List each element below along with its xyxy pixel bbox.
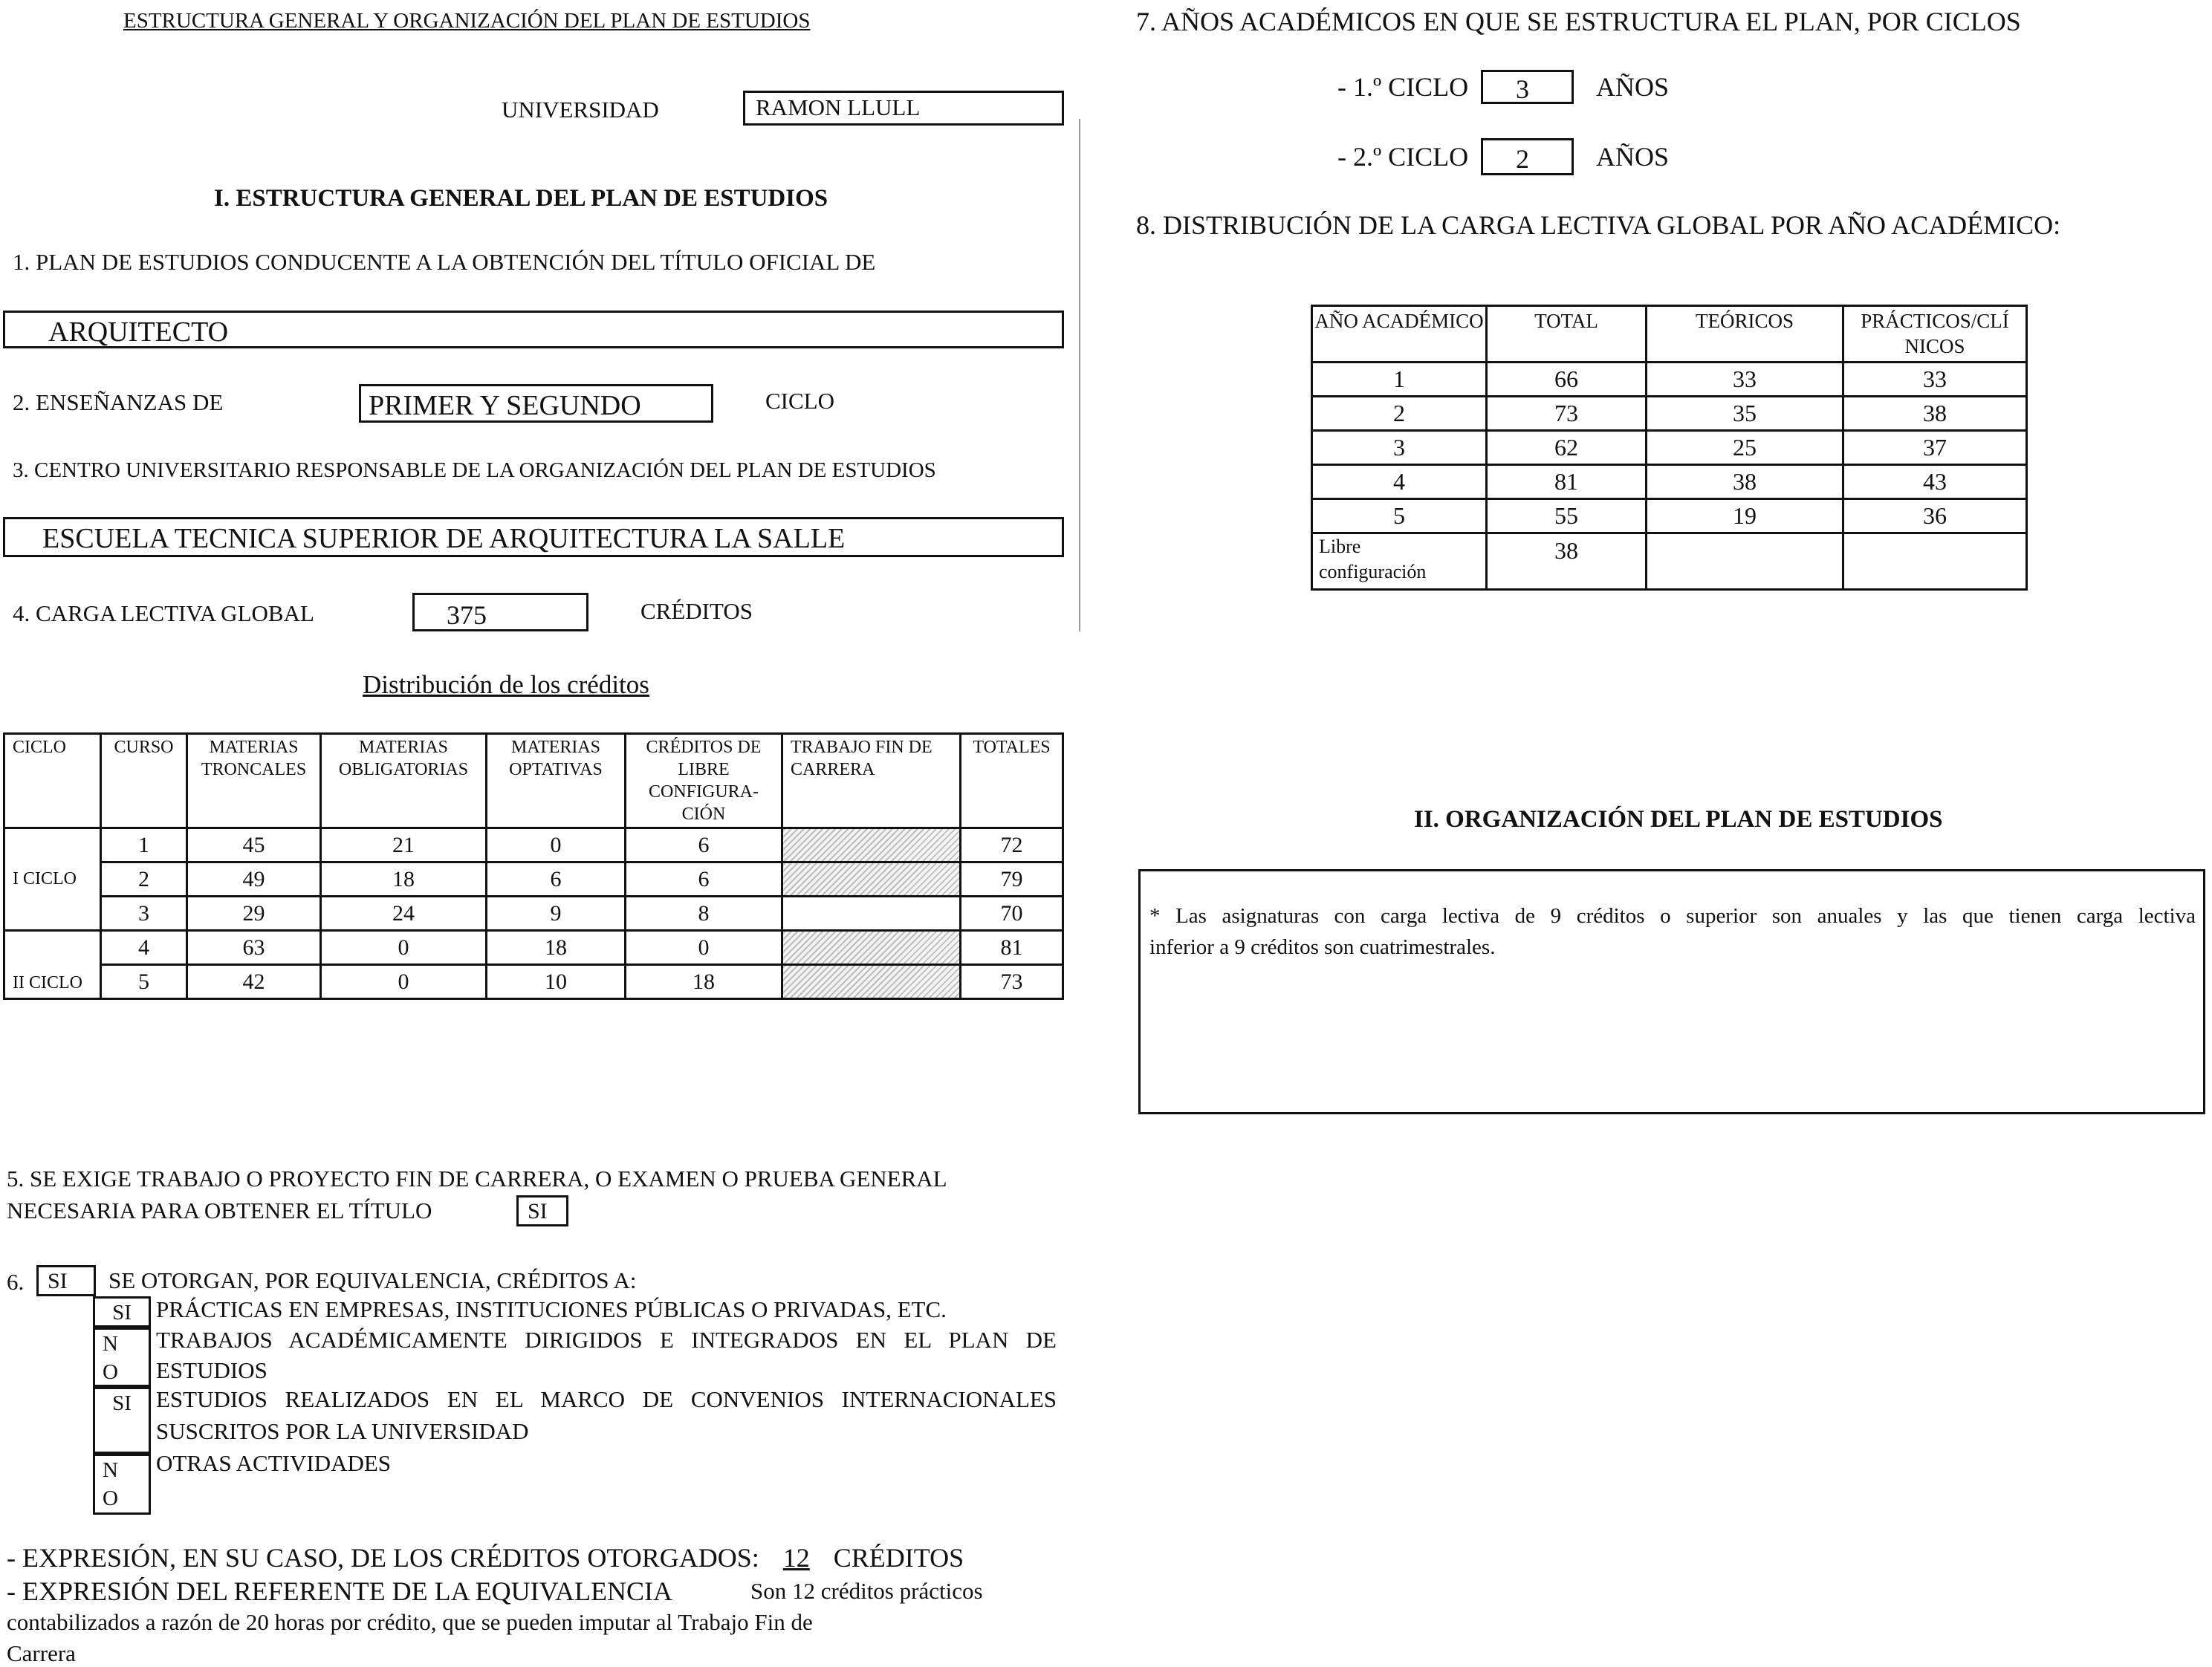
item5-field <box>516 1195 568 1226</box>
university-field <box>743 91 1064 126</box>
total-cell: 66 <box>1487 363 1647 397</box>
option-mark-line: O <box>103 1486 118 1510</box>
item1-label: 1. PLAN DE ESTUDIOS CONDUCENTE A LA OBTENCIÓN DEL TÍTULO OFICIAL DE <box>13 249 876 275</box>
obligatorias-cell: 0 <box>321 965 487 999</box>
troncales-cell: 29 <box>187 897 321 931</box>
libre-label-line: configuración <box>1319 561 1427 582</box>
item2-suffix: CICLO <box>765 388 834 414</box>
item6-value: SI <box>48 1269 68 1293</box>
option-text: ESTUDIOS REALIZADOS EN EL MARCO DE CONVENIOS INTERNACIONALES <box>156 1386 1057 1412</box>
troncales-cell: 49 <box>187 862 321 897</box>
troncales-cell: 63 <box>187 931 321 965</box>
table-row <box>4 862 1063 897</box>
optativas-cell: 6 <box>487 862 626 897</box>
item2-label: 2. ENSEÑANZAS DE <box>13 389 224 415</box>
cycle2-label: - 2.º CICLO <box>1337 142 1469 172</box>
teoricos-cell: 35 <box>1647 397 1843 431</box>
header-curso: CURSO <box>101 734 187 828</box>
empty-cell <box>782 897 961 931</box>
teoricos-cell: 38 <box>1647 465 1843 499</box>
center-field <box>3 517 1064 557</box>
item5-line2: NECESARIA PARA OBTENER EL TÍTULO <box>7 1198 432 1224</box>
troncales-cell: 42 <box>187 965 321 999</box>
optativas-cell: 18 <box>487 931 626 965</box>
libre-cell: 8 <box>626 897 782 931</box>
optativas-cell: 10 <box>487 965 626 999</box>
practicos-cell: 43 <box>1843 465 2027 499</box>
header-total: TOTAL <box>1487 306 1647 363</box>
header-ciclo: CICLO <box>4 734 101 828</box>
option-mark: SI <box>93 1387 151 1454</box>
practicos-cell: 37 <box>1843 431 2027 465</box>
global-load-value: 375 <box>447 600 487 630</box>
item4-suffix: CRÉDITOS <box>640 598 753 624</box>
global-load-field <box>412 593 588 631</box>
header-libre: CRÉDITOS DE LIBRE CONFIGURA- CIÓN <box>626 734 782 828</box>
table-row <box>4 931 1063 965</box>
item6-field <box>36 1265 96 1296</box>
column-divider <box>1079 119 1080 631</box>
year-table <box>1311 305 2028 591</box>
hatched-cell <box>782 965 961 999</box>
teoricos-cell: 19 <box>1647 499 1843 533</box>
header-year: AÑO ACADÉMICO <box>1312 306 1487 363</box>
total-cell: 73 <box>1487 397 1647 431</box>
obligatorias-cell: 21 <box>321 828 487 862</box>
optativas-cell: 0 <box>487 828 626 862</box>
cycle2-value: 2 <box>1516 144 1529 174</box>
obligatorias-cell: 0 <box>321 931 487 965</box>
section1-title: I. ESTRUCTURA GENERAL DEL PLAN DE ESTUDIOS <box>214 185 828 212</box>
option-mark-line: N <box>103 1458 118 1482</box>
practicos-cell: 33 <box>1843 363 2027 397</box>
header-practicos: PRÁCTICOS/CLÍ NICOS <box>1843 306 2027 363</box>
degree-value: ARQUITECTO <box>48 316 229 348</box>
table-row <box>4 897 1063 931</box>
year-header-row <box>1312 306 2027 363</box>
total-cell: 81 <box>1487 465 1647 499</box>
table-row <box>1312 363 2027 397</box>
obligatorias-cell: 24 <box>321 897 487 931</box>
item3-label: 3. CENTRO UNIVERSITARIO RESPONSABLE DE LA ORGANIZACIÓN DEL PLAN DE ESTUDIOS <box>13 458 936 482</box>
libre-cell: 6 <box>626 828 782 862</box>
expr1-line <box>7 1542 964 1573</box>
center-value: ESCUELA TECNICA SUPERIOR DE ARQUITECTURA LA SALLE <box>42 523 846 554</box>
university-label: UNIVERSIDAD <box>502 97 659 123</box>
table-row <box>4 965 1063 999</box>
libre-label-line: Libre <box>1319 536 1361 557</box>
curso-cell: 1 <box>101 828 187 862</box>
hatched-cell <box>782 862 961 897</box>
credits-table <box>3 732 1064 1000</box>
teoricos-cell: 33 <box>1647 363 1843 397</box>
expr1-suffix: CRÉDITOS <box>833 1543 964 1573</box>
header-teoricos: TEÓRICOS <box>1647 306 1843 363</box>
total-cell: 38 <box>1487 533 1647 590</box>
practicos-cell: 36 <box>1843 499 2027 533</box>
expr1-value: 12 <box>782 1543 810 1573</box>
curso-cell: 3 <box>101 897 187 931</box>
option-mark-line: N <box>103 1332 118 1356</box>
header-troncales: MATERIAS TRONCALES <box>187 734 321 828</box>
option-text: ESTUDIOS <box>156 1357 267 1383</box>
libre-label <box>1312 533 1487 590</box>
table-row <box>4 828 1063 862</box>
header-trabajo: TRABAJO FIN DE CARRERA <box>782 734 961 828</box>
cycle1-field <box>1481 70 1574 104</box>
section2-title: II. ORGANIZACIÓN DEL PLAN DE ESTUDIOS <box>1414 806 1943 833</box>
hatched-cell <box>782 931 961 965</box>
option-mark-line: O <box>103 1360 118 1384</box>
libre-cell: 18 <box>626 965 782 999</box>
practicos-cell: 38 <box>1843 397 2027 431</box>
empty-cell <box>1843 533 2027 590</box>
year-cell: 2 <box>1312 397 1487 431</box>
note-line2: inferior a 9 créditos son cuatrimestrales. <box>1149 935 1496 959</box>
cycle1-label: - 1.º CICLO <box>1337 72 1469 102</box>
item4-label: 4. CARGA LECTIVA GLOBAL <box>13 600 314 626</box>
item8-label: 8. DISTRIBUCIÓN DE LA CARGA LECTIVA GLOBAL POR AÑO ACADÉMICO: <box>1136 210 2061 240</box>
curso-cell: 2 <box>101 862 187 897</box>
ciclo-label: I CICLO <box>4 828 101 931</box>
note-box <box>1138 869 2205 1114</box>
cycle2-field <box>1481 138 1574 175</box>
total-cell: 72 <box>961 828 1063 862</box>
cycle1-unit: AÑOS <box>1596 72 1670 102</box>
distribution-title: Distribución de los créditos <box>363 670 649 699</box>
teoricos-cell: 25 <box>1647 431 1843 465</box>
table-row <box>1312 431 2027 465</box>
ciclo-label: II CICLO <box>4 931 101 999</box>
year-cell: 1 <box>1312 363 1487 397</box>
curso-cell: 5 <box>101 965 187 999</box>
option-text: OTRAS ACTIVIDADES <box>156 1450 392 1476</box>
libre-cell: 0 <box>626 931 782 965</box>
university-value: RAMON LLULL <box>756 94 921 120</box>
total-cell: 73 <box>961 965 1063 999</box>
cycles-field <box>359 384 713 423</box>
option-text: SUSCRITOS POR LA UNIVERSIDAD <box>156 1418 529 1444</box>
expr2-text-line3: Carrera <box>7 1640 76 1666</box>
option-mark <box>93 1328 151 1387</box>
expr2-text-start: Son 12 créditos prácticos <box>750 1578 983 1604</box>
cycle1-value: 3 <box>1516 74 1529 104</box>
year-cell: 4 <box>1312 465 1487 499</box>
year-cell: 3 <box>1312 431 1487 465</box>
table-row <box>1312 533 2027 590</box>
expr2-label: - EXPRESIÓN DEL REFERENTE DE LA EQUIVALENCIA <box>7 1576 672 1606</box>
year-cell: 5 <box>1312 499 1487 533</box>
cycles-value: PRIMER Y SEGUNDO <box>369 390 641 421</box>
item6-prefix: 6. <box>7 1269 25 1295</box>
table-row <box>1312 397 2027 431</box>
table-row <box>1312 499 2027 533</box>
total-cell: 81 <box>961 931 1063 965</box>
libre-cell: 6 <box>626 862 782 897</box>
credits-header-row <box>4 734 1063 828</box>
curso-cell: 4 <box>101 931 187 965</box>
total-cell: 55 <box>1487 499 1647 533</box>
empty-cell <box>1647 533 1843 590</box>
option-text: PRÁCTICAS EN EMPRESAS, INSTITUCIONES PÚBLICAS O PRIVADAS, ETC. <box>156 1296 947 1322</box>
note-line1: * Las asignaturas con carga lectiva de 9 créditos o superior son anuales y las que tienen carga lectiva <box>1149 904 2196 928</box>
cycle2-unit: AÑOS <box>1596 142 1670 172</box>
option-text: TRABAJOS ACADÉMICAMENTE DIRIGIDOS E INTEGRADOS EN EL PLAN DE <box>156 1327 1057 1353</box>
obligatorias-cell: 18 <box>321 862 487 897</box>
option-mark: SI <box>93 1296 151 1328</box>
table-row <box>1312 465 2027 499</box>
expr2-text-line2: contabilizados a razón de 20 horas por crédito, que se pueden imputar al Trabajo Fin de <box>7 1609 813 1635</box>
optativas-cell: 9 <box>487 897 626 931</box>
header-totales: TOTALES <box>961 734 1063 828</box>
hatched-cell <box>782 828 961 862</box>
header-title: ESTRUCTURA GENERAL Y ORGANIZACIÓN DEL PLAN DE ESTUDIOS <box>123 9 811 33</box>
degree-field <box>3 311 1064 348</box>
header-obligatorias: MATERIAS OBLIGATORIAS <box>321 734 487 828</box>
total-cell: 62 <box>1487 431 1647 465</box>
item7-label: 7. AÑOS ACADÉMICOS EN QUE SE ESTRUCTURA EL PLAN, POR CICLOS <box>1136 7 2021 36</box>
item5-line1: 5. SE EXIGE TRABAJO O PROYECTO FIN DE CARRERA, O EXAMEN O PRUEBA GENERAL <box>7 1166 947 1192</box>
total-cell: 70 <box>961 897 1063 931</box>
option-mark <box>93 1454 151 1515</box>
header-optativas: MATERIAS OPTATIVAS <box>487 734 626 828</box>
item6-label: SE OTORGAN, POR EQUIVALENCIA, CRÉDITOS A: <box>108 1267 637 1293</box>
troncales-cell: 45 <box>187 828 321 862</box>
total-cell: 79 <box>961 862 1063 897</box>
expr1-label: - EXPRESIÓN, EN SU CASO, DE LOS CRÉDITOS OTORGADOS: <box>7 1543 759 1573</box>
item5-value: SI <box>528 1199 548 1224</box>
